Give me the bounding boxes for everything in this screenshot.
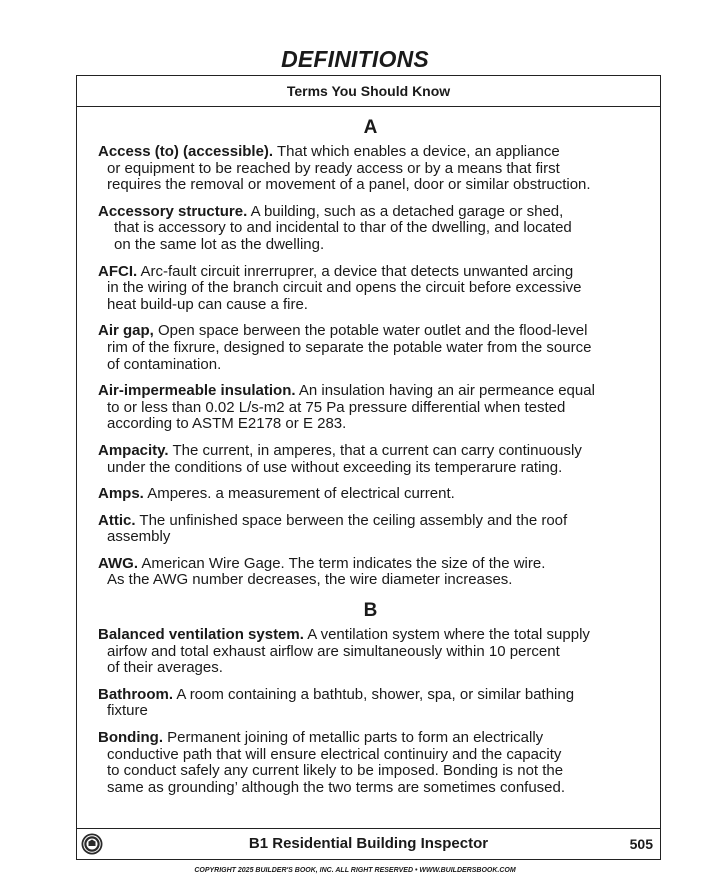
page-number: 505 (629, 836, 653, 852)
definition-text: A ventilation system where the total supply (307, 626, 590, 644)
definition-term: Air-impermeable insulation. (98, 382, 296, 400)
copyright-notice: COPYRIGHT 2025 BUILDER'S BOOK, INC. ALL RIGHT RESERVED • WWW.BUILDERSBOOK.COM (194, 867, 516, 874)
definition-text: rim of the fixrure, designed to separate the potable water from the source (107, 338, 592, 356)
definition-text: Arc-fault circuit inrerruprer, a device that detects unwanted arcing (140, 262, 574, 280)
section-letter: A (363, 117, 378, 138)
definition-amps (98, 486, 643, 503)
subtitle: Terms You Should Know (77, 76, 660, 107)
definition-balanced-ventilation-system (98, 627, 643, 677)
definition-bonding (98, 730, 643, 796)
definition-text: conductive path that will ensure electrical continuiry and the capacity (107, 745, 562, 763)
definition-text: under the conditions of use without exceeding its temperarure rating. (107, 458, 563, 476)
definition-term: AFCI. (98, 262, 138, 280)
definition-ampacity (98, 443, 643, 476)
definition-text: Permanent joining of metallic parts to form an electrically (167, 729, 544, 747)
definition-text: heat build-up can cause a fire. (107, 295, 308, 313)
page-footer (77, 828, 660, 859)
definition-afci (98, 264, 643, 314)
definition-text: The current, in amperes, that a current can carry continuously (172, 441, 582, 459)
definition-text: A building, such as a detached garage or shed, (250, 202, 564, 220)
footer-title: B1 Residential Building Inspector (248, 835, 489, 852)
page-title: DEFINITIONS (281, 46, 429, 72)
definition-text: of contamination. (107, 355, 222, 373)
definition-text: fixture (107, 702, 148, 720)
definition-term: AWG. (98, 554, 138, 572)
section-a (98, 116, 643, 589)
definitions-frame (76, 75, 661, 860)
section-b (98, 599, 643, 796)
definition-text: or equipment to be reached by ready access or by a means that first (107, 159, 560, 177)
section-letter: B (363, 600, 378, 622)
definition-term: Access (to) (accessible). (98, 143, 274, 160)
definition-text: to conduct safely any current likely to be imposed. Bonding is not the (107, 762, 564, 780)
definition-text: according to ASTM E2178 or E 283. (107, 415, 347, 433)
definition-attic (98, 513, 643, 546)
definition-term: Bonding. (98, 729, 163, 747)
definition-text: Amperes. a measurement of electrical current. (147, 485, 455, 503)
definition-text: The unfinished space berween the ceiling assembly and the roof (139, 511, 568, 529)
definition-air-gap (98, 323, 643, 373)
definition-text: of their averages. (107, 659, 223, 677)
definition-term: Amps. (98, 485, 144, 503)
definition-term: Accessory structure. (98, 202, 248, 220)
definition-accessory-structure (98, 204, 643, 254)
definition-text: that is accessory to and incidental to thar of the dwelling, and located (114, 219, 572, 237)
definition-text: assembly (107, 528, 171, 546)
definition-awg (98, 556, 643, 589)
definition-term: Air gap, (98, 322, 154, 340)
definition-term: Bathroom. (98, 685, 173, 703)
definition-text: in the wiring of the branch circuit and opens the circuit before excessive (107, 279, 582, 297)
definition-text: As the AWG number decreases, the wire diameter increases. (107, 571, 513, 589)
definition-access (98, 144, 643, 194)
definition-term: Ampacity. (98, 441, 169, 459)
definition-text: airfow and total exhaust airflow are simultaneously within 10 percent (107, 642, 560, 660)
definition-air-impermeable-insulation (98, 383, 643, 433)
definition-text: requires the removal or movement of a panel, door or similar obstruction. (107, 176, 591, 194)
definition-text: A room containing a bathtub, shower, spa, or similar bathing (176, 685, 575, 703)
definition-text: on the same lot as the dwelling. (114, 235, 325, 253)
definition-text: Open space berween the potable water outlet and the flood-level (158, 322, 588, 340)
definition-term: Attic. (98, 511, 136, 529)
definition-term: Balanced ventilation system. (98, 626, 304, 644)
definition-text: American Wire Gage. The term indicates the size of the wire. (141, 554, 546, 572)
definition-bathroom (98, 687, 643, 720)
definitions-content (98, 116, 643, 806)
definition-text: An insulation having an air permeance equal (298, 382, 595, 400)
definition-text: same as grounding’ although the two terms are sometimes confused. (107, 778, 566, 796)
definition-text: That which enables a device, an appliance (276, 143, 560, 160)
definition-text: to or less than 0.02 L/s-m2 at 75 Pa pressure differential when tested (107, 398, 566, 416)
